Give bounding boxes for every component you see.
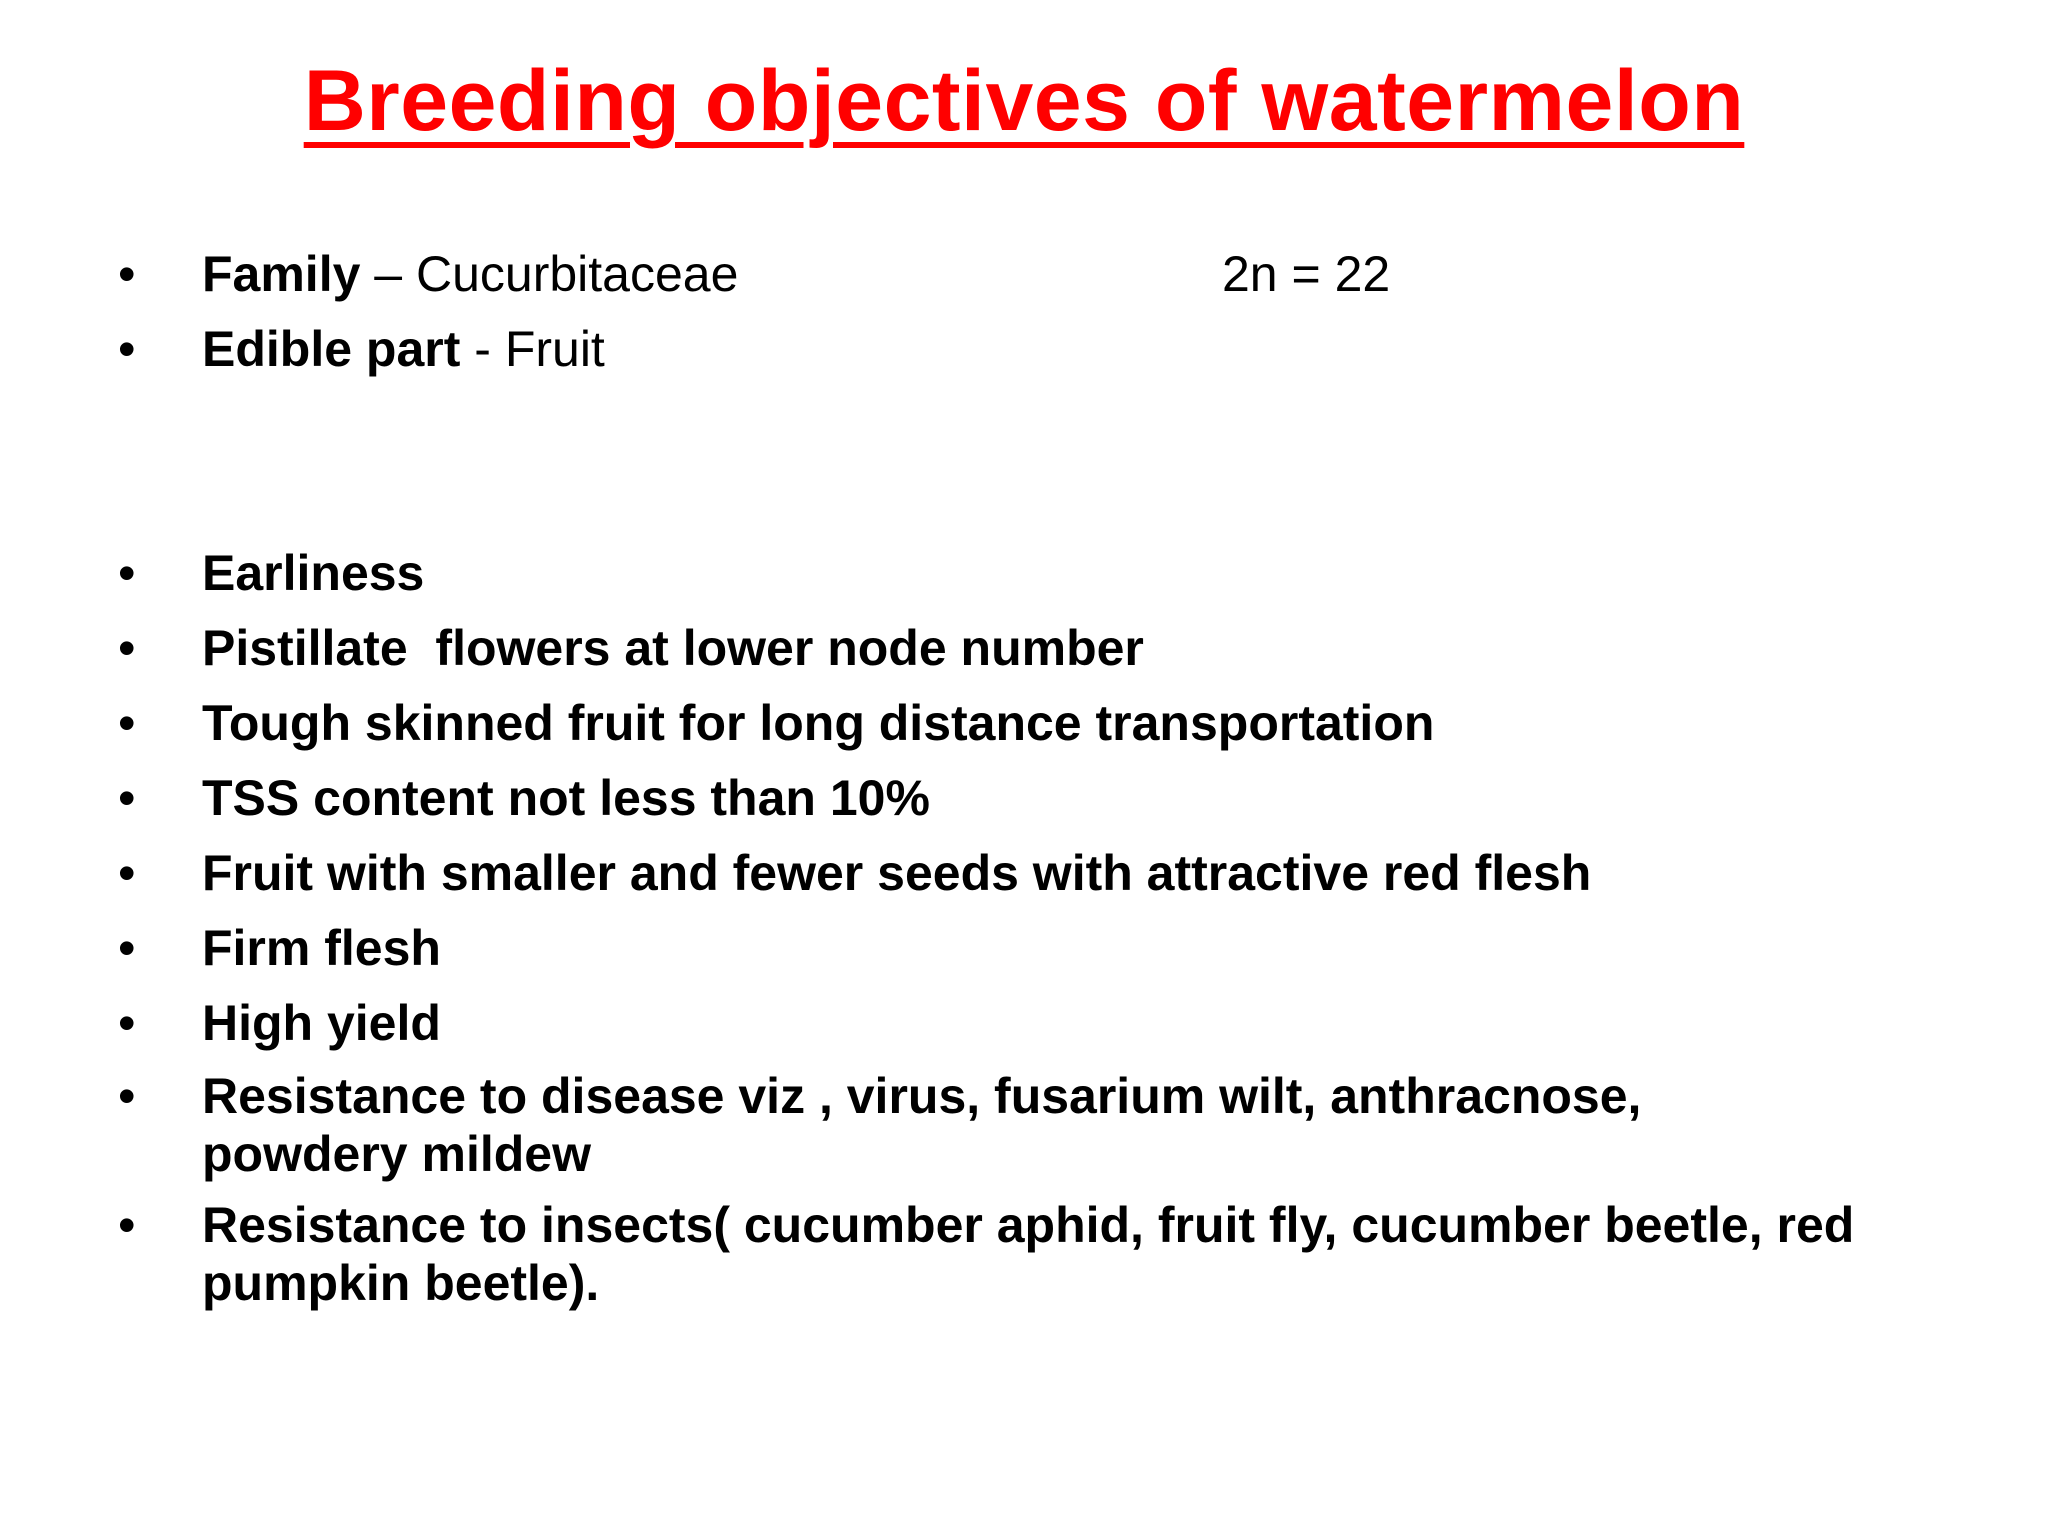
bullet-icon: • — [118, 1197, 136, 1253]
edible-part-separator: - — [460, 321, 505, 377]
list-item — [118, 1067, 1978, 1183]
bullet-icon: • — [118, 620, 136, 676]
bullet-icon: • — [118, 920, 136, 976]
list-item — [118, 1196, 1978, 1312]
bullet-icon: • — [118, 321, 136, 377]
bullet-icon: • — [118, 1068, 136, 1124]
crop-info-list — [118, 243, 1978, 393]
bullet-icon: • — [118, 695, 136, 751]
objectives-list — [118, 542, 1978, 1325]
bullet-icon: • — [118, 845, 136, 901]
objective-text: TSS content not less than 10% — [202, 770, 930, 826]
list-item — [118, 992, 1978, 1054]
slide-title — [0, 52, 2048, 151]
chromosome-number: 2n = 22 — [1222, 246, 1391, 302]
bullet-icon: • — [118, 545, 136, 601]
list-item — [118, 542, 1978, 604]
objective-text: Resistance to disease viz , virus, fusarium wilt, anthracnose, powdery mildew — [202, 1068, 1642, 1182]
objective-text: Pistillate flowers at lower node number — [202, 620, 1144, 676]
objective-text: Tough skinned fruit for long distance transportation — [202, 695, 1435, 751]
edible-part-item — [118, 318, 1978, 380]
bullet-icon: • — [118, 995, 136, 1051]
objective-text: High yield — [202, 995, 441, 1051]
list-item — [118, 842, 1978, 904]
list-item — [118, 692, 1978, 754]
objective-text: Fruit with smaller and fewer seeds with attractive red flesh — [202, 845, 1592, 901]
objective-text: Resistance to insects( cucumber aphid, fruit fly, cucumber beetle, red pumpkin beetle). — [202, 1197, 1855, 1311]
list-item — [118, 617, 1978, 679]
list-item — [118, 917, 1978, 979]
family-item — [118, 243, 1978, 305]
family-value: Cucurbitaceae — [416, 246, 739, 302]
bullet-icon: • — [118, 770, 136, 826]
bullet-icon: • — [118, 246, 136, 302]
edible-part-value: Fruit — [504, 321, 605, 377]
list-item — [118, 767, 1978, 829]
objective-text: Earliness — [202, 545, 425, 601]
family-term: Family — [202, 246, 361, 302]
objective-text: Firm flesh — [202, 920, 441, 976]
slide-title-text: Breeding objectives of watermelon — [303, 53, 1745, 149]
edible-part-term: Edible part — [202, 321, 461, 377]
family-separator: – — [360, 246, 416, 302]
